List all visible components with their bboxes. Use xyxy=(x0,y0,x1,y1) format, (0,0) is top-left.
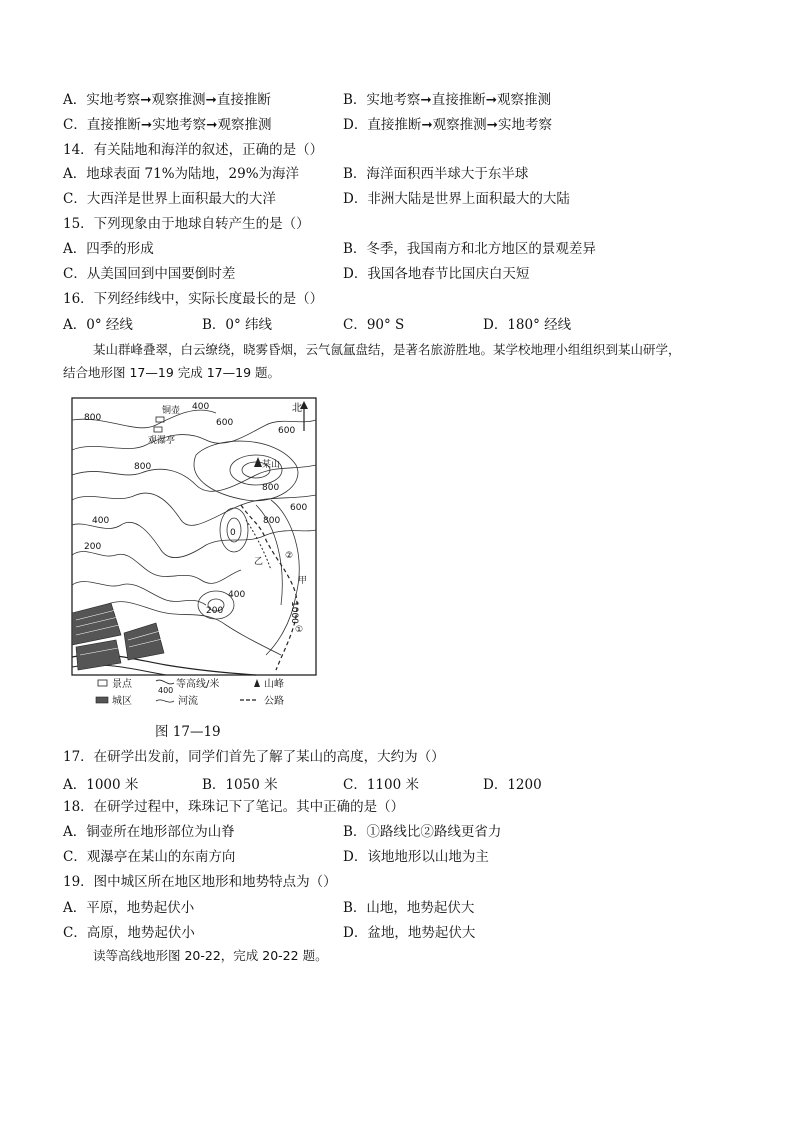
legend-peak-icon xyxy=(254,679,260,687)
label-jia: 甲 xyxy=(298,576,308,586)
legend-contour-icon xyxy=(156,680,174,684)
contour-label: 400 xyxy=(92,516,110,526)
q19-option-a: A．平原，地势起伏小 xyxy=(63,900,195,916)
q18-stem: 18．在研学过程中，珠珠记下了笔记。其中正确的是（） xyxy=(63,799,405,815)
q17-option-d: D．1200 xyxy=(483,777,542,793)
legend-contour: 等高线/米 xyxy=(176,679,220,690)
contour-label: 800 xyxy=(262,483,280,493)
legend-spot: 景点 xyxy=(112,679,132,690)
legend-river-icon xyxy=(156,700,174,702)
contour-label: 800 xyxy=(84,413,102,423)
q18-option-c: C．观瀑亭在某山的东南方向 xyxy=(63,849,236,865)
q16-option-c: C．90° S xyxy=(343,317,405,333)
q15-option-d: D．我国各地春节比国庆白天短 xyxy=(343,266,530,282)
contour-map xyxy=(66,395,322,712)
q19-option-d: D．盆地，地势起伏大 xyxy=(343,925,476,941)
contour-label: 600 xyxy=(216,418,234,428)
legend-city-icon xyxy=(96,697,108,703)
q19-option-c: C．高原，地势起伏小 xyxy=(63,925,195,941)
label-mountain: 某山 xyxy=(262,460,281,470)
contour-label: 800 xyxy=(134,462,152,472)
q18-option-d: D．该地地形以山地为主 xyxy=(343,849,489,865)
q15-option-a: A．四季的形成 xyxy=(63,241,154,257)
q14-option-d: D．非洲大陆是世界上面积最大的大陆 xyxy=(343,191,570,207)
q17-option-b: B．1050 米 xyxy=(202,777,278,793)
q17-option-c: C．1100 米 xyxy=(343,777,419,793)
intro-line-2: 结合地形图 17—19 完成 17—19 题。 xyxy=(63,365,281,380)
q14-option-a: A．地球表面 71%为陆地，29%为海洋 xyxy=(63,166,300,182)
legend-river: 河流 xyxy=(178,696,198,707)
q13-option-b: B．实地考察➞直接推断➞观察推测 xyxy=(343,92,552,108)
contour-label: 800 xyxy=(263,516,281,526)
route-2-marker: ② xyxy=(285,551,294,561)
q16-option-a: A．0° 经线 xyxy=(63,317,133,333)
q16-option-d: D．180° 经线 xyxy=(483,317,572,333)
q16-option-b: B．0° 纬线 xyxy=(202,317,273,333)
q14-option-b: B．海洋面积西半球大于东半球 xyxy=(343,166,529,182)
q15-stem: 15．下列现象由于地球自转产生的是（） xyxy=(63,216,310,232)
label-yi: 乙 xyxy=(254,557,264,567)
q18-option-a: A．铜壶所在地形部位为山脊 xyxy=(63,824,235,840)
intro-2: 读等高线地形图 20-22，完成 20-22 题。 xyxy=(93,948,328,963)
q14-option-c: C．大西洋是世界上面积最大的大洋 xyxy=(63,191,276,207)
figure-caption: 图 17—19 xyxy=(155,724,221,740)
contour-label: 400 xyxy=(228,590,246,600)
contour-label: 1000 xyxy=(289,601,299,624)
q16-stem: 16．下列经纬线中，实际长度最长的是（） xyxy=(63,291,324,307)
contour-label: 0 xyxy=(230,528,236,538)
q14-stem: 14．有关陆地和海洋的叙述，正确的是（） xyxy=(63,142,324,158)
intro-line-1: 某山群峰叠翠，白云缭绕，晓雾昏烟，云气氤氲盘结，是著名旅游胜地。某学校地理小组组织到某山研学， xyxy=(93,342,681,357)
label-guanpu: 观瀑亭 xyxy=(148,436,176,446)
q13-option-d: D．直接推断➞观察推测➞实地考察 xyxy=(343,117,552,133)
legend-city: 城区 xyxy=(112,696,132,707)
label-tonghu: 铜壶 xyxy=(162,406,181,416)
q19-stem: 19．图中城区所在地区地形和地势特点为（） xyxy=(63,874,337,890)
q15-option-b: B．冬季，我国南方和北方地区的景观差异 xyxy=(343,241,596,257)
q18-option-b: B．①路线比②路线更省力 xyxy=(343,824,502,840)
legend-contour-value: 400 xyxy=(158,686,174,695)
contour-label: 200 xyxy=(206,606,224,616)
q17-stem: 17．在研学出发前，同学们首先了解了某山的高度，大约为（） xyxy=(63,749,445,765)
legend-spot-icon xyxy=(98,680,107,686)
q17-option-a: A．1000 米 xyxy=(63,777,139,793)
contour-label: 200 xyxy=(84,542,102,552)
contour-label: 600 xyxy=(290,503,308,513)
q15-option-c: C．从美国回到中国要倒时差 xyxy=(63,266,236,282)
contour-label: 400 xyxy=(192,402,210,412)
route-1-marker: ① xyxy=(295,625,304,635)
contour-label: 600 xyxy=(278,426,296,436)
north-label: 北 xyxy=(292,403,302,414)
legend-road: 公路 xyxy=(264,696,284,707)
q13-option-c: C．直接推断➞实地考察➞观察推测 xyxy=(63,117,272,133)
q13-option-a: A．实地考察➞观察推测➞直接推断 xyxy=(63,92,271,108)
legend-peak: 山峰 xyxy=(264,679,284,690)
q19-option-b: B．山地，地势起伏大 xyxy=(343,900,475,916)
